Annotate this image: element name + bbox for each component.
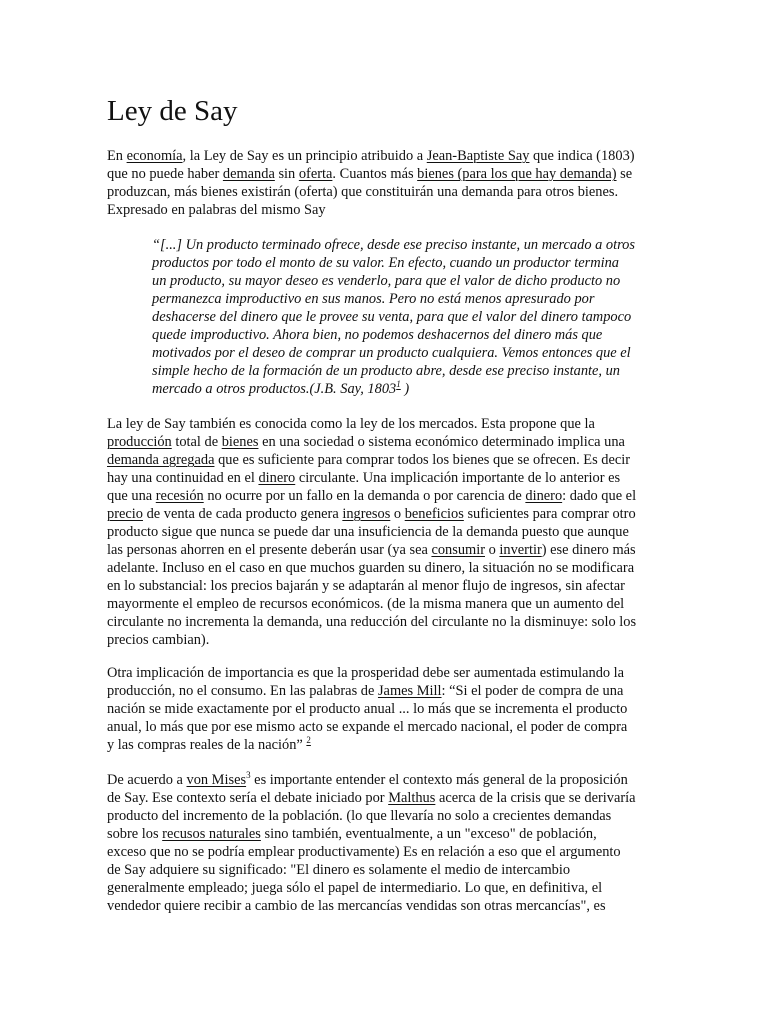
text-run: . Cuantos más bbox=[332, 166, 418, 182]
paragraph-von-mises bbox=[107, 771, 667, 915]
link-jean-baptiste-say[interactable]: Jean-Baptiste Say bbox=[426, 148, 530, 164]
text-run: suficientes para comprar otro bbox=[463, 506, 636, 522]
quote-line: quede improductivo. Ahora bien, no podemos deshacernos del dinero más que bbox=[152, 327, 603, 343]
text-run: En bbox=[107, 148, 127, 164]
footnote-ref-3[interactable]: 3 bbox=[246, 770, 251, 781]
text-run: no ocurre por un fallo en la demanda o por carencia de bbox=[203, 488, 526, 504]
text-run: y las compras reales de la nación” bbox=[107, 737, 307, 753]
link-oferta[interactable]: oferta bbox=[298, 166, 333, 182]
text-run: en una sociedad o sistema económico determinado implica una bbox=[258, 434, 625, 450]
quote-line: permanezca improductivo en sus manos. Pero no está menos apresurado por bbox=[152, 291, 595, 307]
text-run: ) bbox=[400, 381, 410, 397]
link-bienes-2[interactable]: bienes bbox=[221, 434, 259, 450]
quote-line: motivados por el deseo de comprar un producto cualquiera. Vemos entonces que el bbox=[152, 345, 631, 361]
link-dinero[interactable]: dinero bbox=[258, 470, 296, 486]
paragraph-ley-mercados bbox=[107, 415, 667, 649]
text-line bbox=[107, 771, 667, 789]
text-line: La ley de Say también es conocida como la ley de los mercados. Esta propone que la bbox=[107, 416, 595, 432]
link-beneficios[interactable]: beneficios bbox=[404, 506, 464, 522]
text-line: en lo substancial: los precios bajarán y se adaptarán al menor flujo de ingresos, sin afectar bbox=[107, 578, 625, 594]
link-demanda-agregada[interactable]: demanda agregada bbox=[107, 452, 215, 468]
text-run: ) ese dinero más bbox=[541, 542, 636, 558]
text-line bbox=[107, 451, 667, 469]
text-run: total de bbox=[171, 434, 222, 450]
link-ingresos[interactable]: ingresos bbox=[342, 506, 391, 522]
text-run: sino también, eventualmente, a un "exceso" de población, bbox=[260, 826, 597, 842]
text-run: las personas ahorren en el presente deberán usar (ya sea bbox=[107, 542, 432, 558]
link-consumir[interactable]: consumir bbox=[431, 542, 485, 558]
quote-line: deshacerse del dinero que le provee su venta, para que el valor del dinero tampoco bbox=[152, 309, 632, 325]
text-run: de venta de cada producto genera bbox=[142, 506, 343, 522]
link-recesion[interactable]: recesión bbox=[155, 488, 204, 504]
text-line: precios cambian). bbox=[107, 632, 210, 648]
text-line: producto sigue que nunca se puede dar una insuficiencia de la demanda puesto que aunque bbox=[107, 524, 629, 540]
text-run: o bbox=[485, 542, 500, 558]
text-run: De acuerdo a bbox=[107, 772, 187, 788]
text-run: que indica (1803) bbox=[529, 148, 635, 164]
text-line: mayormente el empleo de recursos económicos. (de la misma manera que un aumento del bbox=[107, 596, 625, 612]
text-line: produzcan, más bienes existirán (oferta) que constituirán una demanda para otros bienes. bbox=[107, 184, 619, 200]
link-malthus[interactable]: Malthus bbox=[388, 790, 436, 806]
footnote-ref-1[interactable]: 1 bbox=[396, 379, 401, 390]
paragraph-intro bbox=[107, 147, 667, 219]
text-run: : “Si el poder de compra de una bbox=[441, 683, 624, 699]
text-run: que es suficiente para comprar todos los bienes que se ofrecen. Es decir bbox=[214, 452, 631, 468]
text-run: hay una continuidad en el bbox=[107, 470, 259, 486]
text-line bbox=[107, 433, 667, 451]
text-run: es importante entender el contexto más general de la proposición bbox=[250, 772, 628, 788]
text-line: circulante no incrementa la demanda, una reducción del circulante no la disminuye: solo los bbox=[107, 614, 637, 630]
text-run: mercado a otros productos.(J.B. Say, 1803 bbox=[152, 381, 397, 397]
text-line bbox=[107, 789, 667, 807]
text-line: nación se mide exactamente por el producto anual ... lo más que se incrementa el producto bbox=[107, 701, 628, 717]
quote-line: “[...] Un producto terminado ofrece, desde ese preciso instante, un mercado a otros bbox=[152, 237, 635, 253]
link-bienes[interactable]: bienes (para los que hay demanda) bbox=[417, 166, 617, 182]
text-run: acerca de la crisis que se derivaría bbox=[435, 790, 636, 806]
text-line: producto del incremento de la población. (lo que llevaría no solo a crecientes demandas bbox=[107, 808, 612, 824]
text-run: , la Ley de Say es un principio atribuido a bbox=[182, 148, 427, 164]
link-von-mises[interactable]: von Mises bbox=[186, 772, 247, 788]
text-line: exceso que no se podría emplear productivamente) Es en relación a eso que el argumento bbox=[107, 844, 621, 860]
link-economia[interactable]: economía bbox=[126, 148, 183, 164]
text-run: que una bbox=[107, 488, 156, 504]
text-line bbox=[107, 487, 667, 505]
text-line bbox=[107, 147, 667, 165]
link-james-mill[interactable]: James Mill bbox=[377, 683, 442, 699]
text-run: que no puede haber bbox=[107, 166, 223, 182]
link-demanda[interactable]: demanda bbox=[222, 166, 275, 182]
footnote-ref-2[interactable]: 2 bbox=[306, 735, 311, 746]
link-precio[interactable]: precio bbox=[107, 506, 143, 522]
text-line bbox=[107, 165, 667, 183]
link-produccion[interactable]: producción bbox=[107, 434, 172, 450]
quote-line bbox=[152, 380, 672, 398]
paragraph-prosperidad bbox=[107, 664, 667, 754]
text-line: Expresado en palabras del mismo Say bbox=[107, 202, 326, 218]
text-line bbox=[107, 736, 667, 754]
text-run: sobre los bbox=[107, 826, 163, 842]
text-line bbox=[107, 469, 667, 487]
link-recursos-naturales[interactable]: recusos naturales bbox=[162, 826, 261, 842]
link-invertir[interactable]: invertir bbox=[499, 542, 542, 558]
text-line: vendedor quiere recibir a cambio de las mercancías vendidas son otras mercancías", es bbox=[107, 898, 606, 914]
text-line: Otra implicación de importancia es que la prosperidad debe ser aumentada estimulando la bbox=[107, 665, 625, 681]
text-run: : dado que el bbox=[562, 488, 637, 504]
page-title: Ley de Say bbox=[107, 95, 238, 127]
text-run: producción, no el consumo. En las palabras de bbox=[107, 683, 378, 699]
text-line bbox=[107, 825, 667, 843]
link-dinero-2[interactable]: dinero bbox=[525, 488, 563, 504]
text-line bbox=[107, 541, 667, 559]
text-run: o bbox=[390, 506, 405, 522]
quote-line: productos por todo el monto de su valor. En efecto, cuando un productor termina bbox=[152, 255, 619, 271]
quote-line: un producto, su mayor deseo es venderlo, para que el valor de dicho producto no bbox=[152, 273, 621, 289]
text-run: circulante. Una implicación importante de lo anterior es bbox=[295, 470, 621, 486]
text-line: de Say adquiere su significado: "El dinero es solamente el medio de intercambio bbox=[107, 862, 571, 878]
text-line: generalmente empleado; juega sólo el papel de intermediario. Lo que, en definitiva, el bbox=[107, 880, 603, 896]
text-line bbox=[107, 682, 667, 700]
text-run: sin bbox=[274, 166, 299, 182]
text-line: adelante. Incluso en el caso en que muchos guarden su dinero, la situación no se modificara bbox=[107, 560, 635, 576]
text-line bbox=[107, 505, 667, 523]
text-run: se bbox=[616, 166, 633, 182]
text-run: de Say. Ese contexto sería el debate iniciado por bbox=[107, 790, 389, 806]
quote-line: simple hecho de la formación de un producto abre, desde ese preciso instante, un bbox=[152, 363, 621, 379]
say-quote bbox=[152, 236, 672, 398]
text-line: anual, lo más que por ese mismo acto se expande el mercado nacional, el poder de compra bbox=[107, 719, 628, 735]
